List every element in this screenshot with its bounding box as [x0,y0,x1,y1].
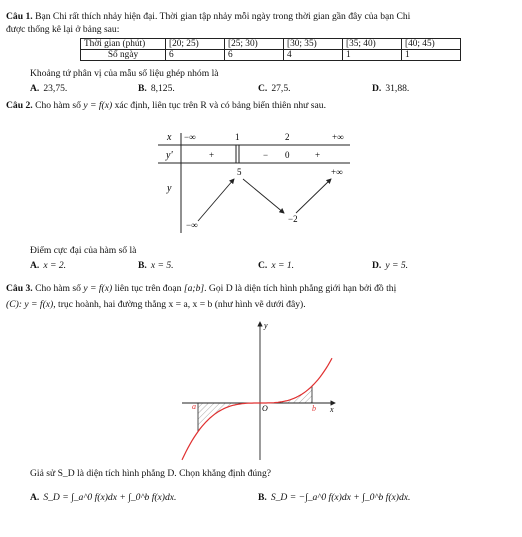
q2-option-c[interactable] [258,260,294,272]
bbt-arrow-up [198,179,234,221]
option-text: 27,5. [271,83,291,94]
table-cell: 1 [343,50,402,61]
option-text: 23,75. [43,83,68,94]
variation-table [150,125,360,240]
q2-label: Câu 2. [6,100,33,111]
q3-text2-post: , trục hoành, hai đường thẳng x = a, x = b (như hình vẽ dưới đây). [53,299,306,310]
option-key: B. [138,83,147,94]
option-key: B. [258,492,267,503]
option-text: S_D = −∫_a^0 f(x)dx + ∫_0^b f(x)dx. [270,492,411,503]
option-key: A. [30,492,40,503]
x-axis-label: x [330,405,334,414]
q1-option-d[interactable] [372,83,409,95]
q2-text-post: xác định, liên tục trên R và có bảng biến thiên như sau. [114,100,326,111]
q3-label: Câu 3. [6,283,33,294]
q3-text1-pre: Cho hàm số [35,283,81,294]
option-text: 8,125. [150,83,175,94]
bbt-sign: 0 [285,150,290,160]
table-cell: [40; 45) [402,39,461,50]
table-cell: 1 [402,50,461,61]
bbt-x-label: x [167,132,172,143]
option-text: y = 5. [385,260,409,271]
frequency-table [80,38,461,61]
option-text: 31,88. [385,83,410,94]
table-cell: 4 [284,50,343,61]
bbt-x-value: 2 [285,132,290,142]
option-key: B. [138,260,147,271]
bbt-y-label: y [167,183,172,194]
option-text: x = 5. [150,260,174,271]
q1-text2: được thống kê lại ở bảng sau: [6,24,120,35]
origin-label: O [262,404,268,413]
q2-option-b[interactable] [138,260,174,272]
bbt-y-value: +∞ [331,167,343,177]
q3-question [30,468,271,480]
q1-statement-line1 [6,11,410,23]
table-cell: [30; 35) [284,39,343,50]
q3-func: y = f(x) [83,283,113,294]
q3-statement-line1 [6,283,396,295]
option-text: x = 2. [43,260,67,271]
b-label: b [312,404,316,413]
bbt-x-value: +∞ [332,132,344,142]
table-cell: [25; 30) [225,39,284,50]
table-cell: 6 [225,50,284,61]
q2-text-pre: Cho hàm số [35,100,81,111]
table-cell: 6 [166,50,225,61]
q2-question: Điểm cực đại của hàm số là [30,245,137,256]
q1-option-a[interactable] [30,83,67,95]
option-key: A. [30,83,40,94]
shaded-region-left [198,403,260,432]
bbt-y-value: −∞ [186,220,198,230]
table-row-header: Số ngày [81,50,166,61]
q3-statement-line2 [6,299,306,311]
bbt-y-value: −2 [288,214,298,224]
bbt-yp-label: y' [166,150,173,161]
q2-func: y = f(x) [83,100,113,111]
q1-option-b[interactable] [138,83,175,95]
option-key: C. [258,260,268,271]
q3-interval: [a;b] [183,283,205,294]
q2-option-d[interactable] [372,260,408,272]
q3-option-a[interactable] [30,492,176,504]
q3-text1-mid: liên tục trên đoạn [114,283,182,294]
option-text: x = 1. [271,260,295,271]
y-axis-label: y [264,321,268,330]
table-cell: [20; 25) [166,39,225,50]
q2-statement [6,100,326,112]
q2-option-a[interactable] [30,260,66,272]
option-text: S_D = ∫_a^0 f(x)dx + ∫_0^b f(x)dx. [43,492,177,503]
q3-question-text: Giả sử S_D là diện tích hình phẳng D. Chọn khẳng định đúng? [30,468,272,479]
area-graph [180,318,340,463]
option-key: A. [30,260,40,271]
q1-question: Khoảng tứ phân vị của mẫu số liệu ghép nhóm là [30,68,219,79]
table-row-header: Thời gian (phút) [81,39,166,50]
q1-option-c[interactable] [258,83,291,95]
table-cell: [35; 40) [343,39,402,50]
q3-option-b[interactable] [258,492,410,504]
bbt-sign: + [209,150,215,160]
option-key: D. [372,260,382,271]
bbt-arrow-up [296,179,331,213]
q3-curve: (C): y = f(x) [6,299,54,310]
bbt-sign: − [263,150,269,160]
table-row [81,50,461,61]
a-label: a [192,402,196,411]
q3-text1-post: . Gọi D là diện tích hình phẳng giới hạn bởi đồ thị [204,283,397,294]
q1-label: Câu 1. [6,11,33,22]
bbt-y-value: 5 [237,167,242,177]
bbt-x-value: 1 [235,132,240,142]
bbt-sign: + [315,150,321,160]
table-row [81,39,461,50]
bbt-x-value: −∞ [184,132,196,142]
option-key: D. [372,83,382,94]
option-key: C. [258,83,268,94]
bbt-arrow-down [243,179,284,213]
q1-text1: Bạn Chi rất thích nhảy hiện đại. Thời gian tập nhảy mỗi ngày trong thời gian gần đây của bạn Chi [35,11,411,22]
